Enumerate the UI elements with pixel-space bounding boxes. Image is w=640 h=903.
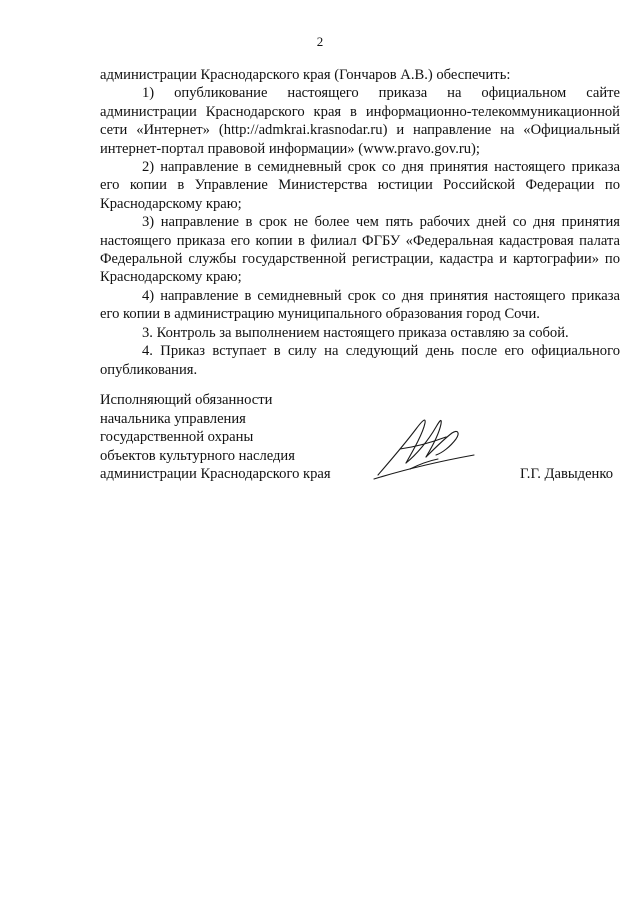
document-body <box>100 66 620 379</box>
signer-title-line: Исполняющий обязанности <box>100 392 273 408</box>
signer-title-line: администрации Краснодарского края <box>100 466 331 483</box>
page-number: 2 <box>316 34 324 49</box>
paragraph-intro: администрации Краснодарского края (Гончаров А.В.) обеспечить: <box>100 67 511 83</box>
signer-title-line: начальника управления <box>100 410 246 427</box>
paragraph-item-2: 2) направление в семидневный срок со дня принятия настоящего приказа его копии в Управление Министерства юстиции Российской Федерации по Краснодарскому краю; <box>100 159 620 212</box>
paragraph-item-4: 4) направление в семидневный срок со дня принятия настоящего приказа его копии в администрацию муниципального образования город Сочи. <box>100 287 620 323</box>
signer-name: Г.Г. Давыденко <box>520 466 614 483</box>
paragraph-item-3: 3) направление в срок не более чем пять рабочих дней со дня принятия настоящего приказа его копии в филиал ФГБУ «Федеральная кадастровая палата Федеральной службы государственной регистрации, кадастра и картографии» по Краснодарскому краю; <box>100 214 620 286</box>
signer-title-line: объектов культурного наследия <box>100 447 295 464</box>
signature-block <box>100 391 620 484</box>
paragraph-effective: 4. Приказ вступает в силу на следующий день после его официального опубликования. <box>100 343 620 378</box>
handwritten-signature <box>370 409 480 481</box>
paragraph-control: 3. Контроль за выполнением настоящего приказа оставляю за собой. <box>142 324 569 341</box>
signer-title-line: государственной охраны <box>100 429 254 446</box>
paragraph-item-1: 1) опубликование настоящего приказа на официальном сайте администрации Краснодарского края в информационно-телекоммуникационной сети «Интернет» (http://admkrai.krasnodar.ru) и направление на «Официальный интернет-портал правовой информации» (www.pravo.gov.ru); <box>100 85 620 157</box>
